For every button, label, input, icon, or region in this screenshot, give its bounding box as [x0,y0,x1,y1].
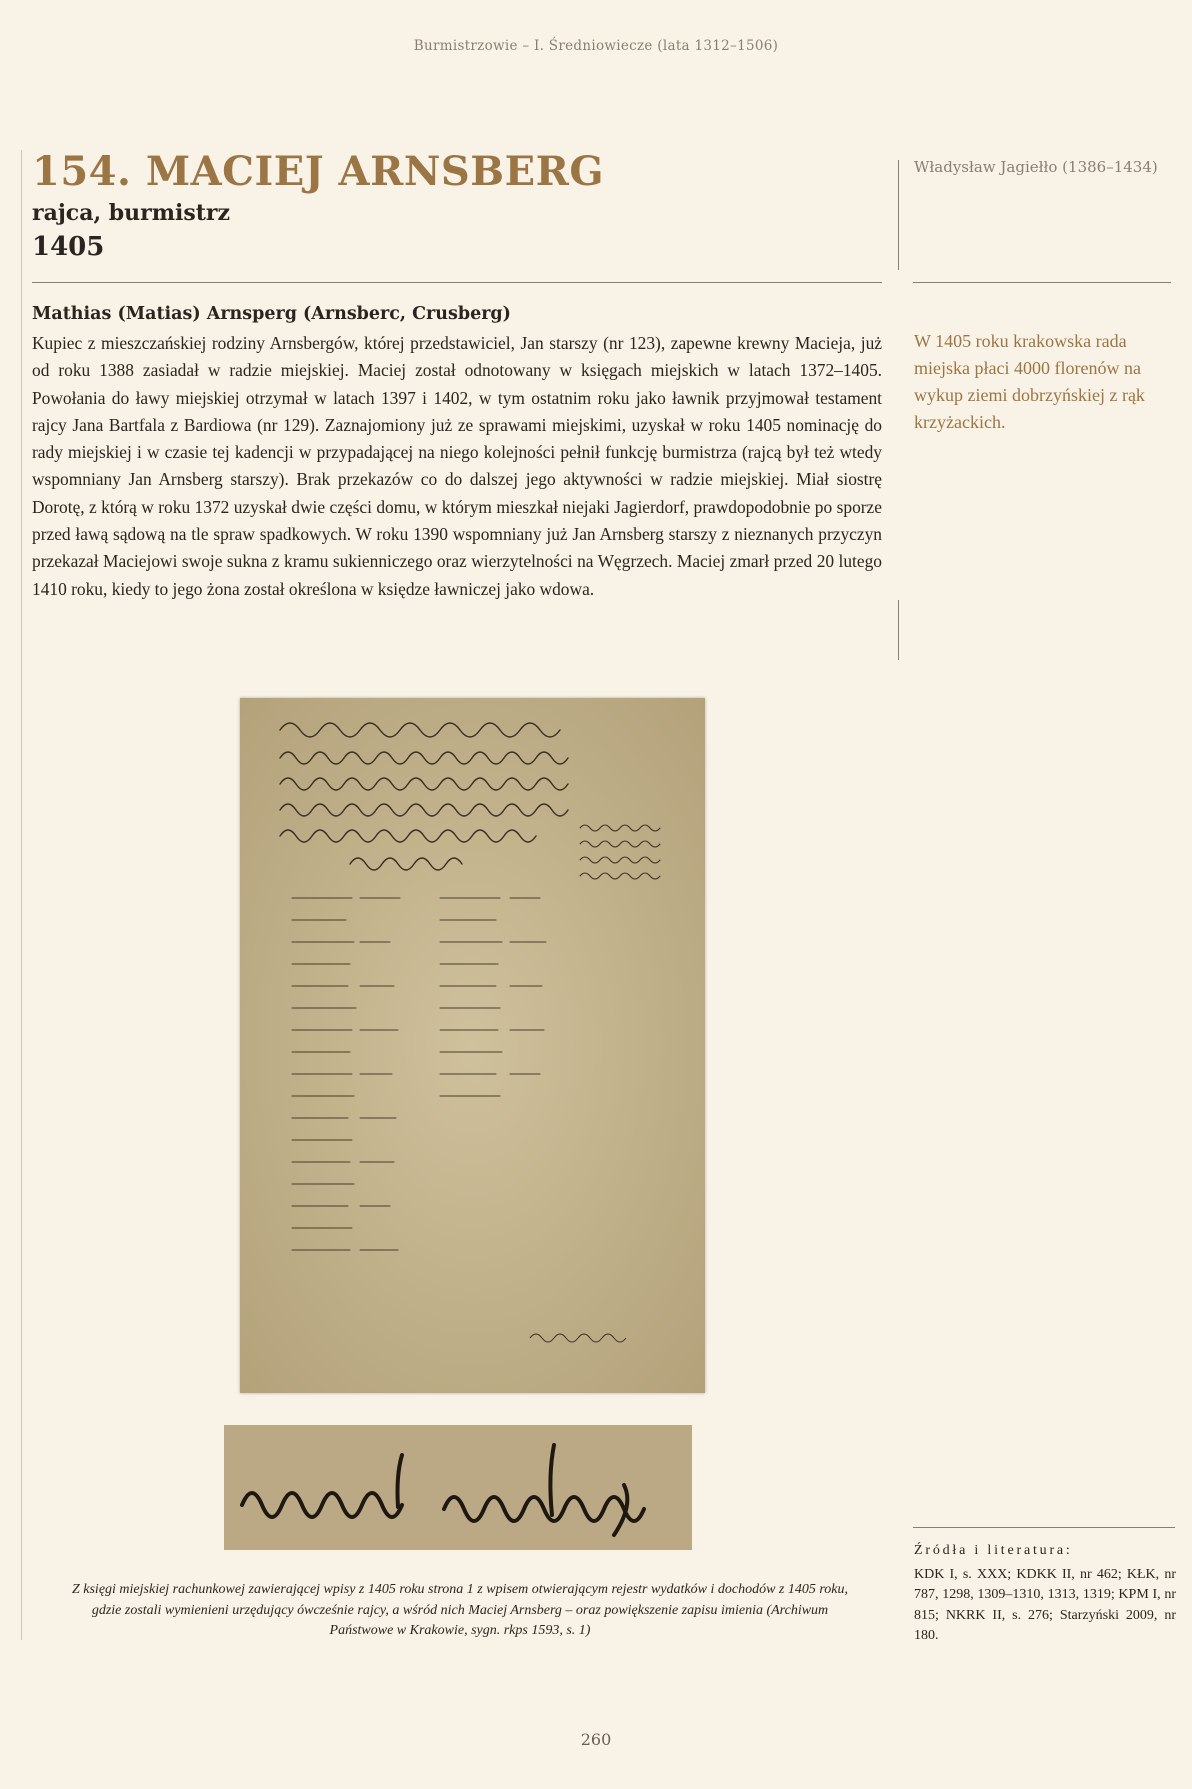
signature-handwriting [224,1425,692,1550]
manuscript-image [240,698,705,1393]
sources-divider [913,1527,1175,1528]
page-number: 260 [580,1730,612,1749]
running-head: Burmistrzowie – I. Średniowiecze (lata 1312–1506) [413,38,779,54]
historical-note: W 1405 roku krakowska rada miejska płaci 4000 florenów na wykup ziemi dobrzyńskiej z rąk krzyżackich. [914,331,1145,432]
signature-enlargement [224,1425,692,1550]
bleed-through-text [640,150,890,195]
biography-text: Kupiec z mieszczańskiej rodziny Arnsbergów, której przedstawiciel, Jan starszy (nr 123), zapewne krewny Macieja, już od roku 1388 zasiadał w radzie miejskiej. Maciej został odnotowany w księgach miejskich w latach 1372–1405. Powołania do ławy miejskiej otrzymał w latach 1397 i 1402, w tym ostatnim roku jako ławnik przyjmował testament rajcy Jana Bartfala z Bardiowa (nr 129). Zaznajomiony już ze sprawami miejskimi, uzyskał w roku 1405 nominację do rady miejskiej i w czasie tej kadencji w przypadającej na niego kolejności pełnił funkcję burmistrza (rajcą był też wtedy wspomniany Jan Arnsberg starszy). Brak przekazów co do dalszej jego aktywności w radzie miejskiej. Miał siostrę Dorotę, z którą w roku 1372 uzyskał dwie części domu, w którym mieszkał niejaki Jagierdorf, prawdopodobnie po sporze przed ławą sądową na tle spraw spadkowych. W roku 1390 wspomniany już Jan Arnsberg starszy z nieznanych przyczyn przekazał Maciejowi swoje sukna z kramu sukienniczego oraz wierzytelności na Węgrzech. Maciej zmarł przed 20 lutego 1410 roku, kiedy to jego żona został określona w księdze ławniczej jako wdowa. [32,333,882,599]
entry-years: 1405 [32,232,105,262]
figure-caption: Z księgi miejskiej rachunkowej zawierającej wpisy z 1405 roku strona 1 z wpisem otwierającym rejestr wydatków i dochodów z 1405 roku, gdzie zostali wymienieni urzędujący ówcześnie rajcy, a wśród nich Maciej Arnsberg – oraz powiększenie zapisu imienia (Archiwum Państwowe w Krakowie, sygn. rkps 1593, s. 1) [71,1582,849,1638]
column-divider-lower [898,600,899,660]
reign-label: Władysław Jagiełło (1386–1434) [914,158,1158,176]
title-divider [32,282,882,283]
sidebar-divider [913,282,1171,283]
left-margin-rule [21,150,22,1640]
manuscript-handwriting [240,698,705,1393]
sources-text: KDK I, s. XXX; KDKK II, nr 462; KŁK, nr 787, 1298, 1309–1310, 1313, 1319; KPM I, nr 815; NKRK II, s. 276; Starzyński 2009, nr 180. [914,1567,1176,1643]
sources-heading: Źródła i literatura: [914,1543,1073,1558]
entry-title: 154. MACIEJ ARNSBERG [32,148,604,195]
entry-subtitle: rajca, burmistrz [32,200,231,226]
column-divider [898,160,899,270]
name-variants: Mathias (Matias) Arnsperg (Arnsberc, Crusberg) [32,304,511,324]
